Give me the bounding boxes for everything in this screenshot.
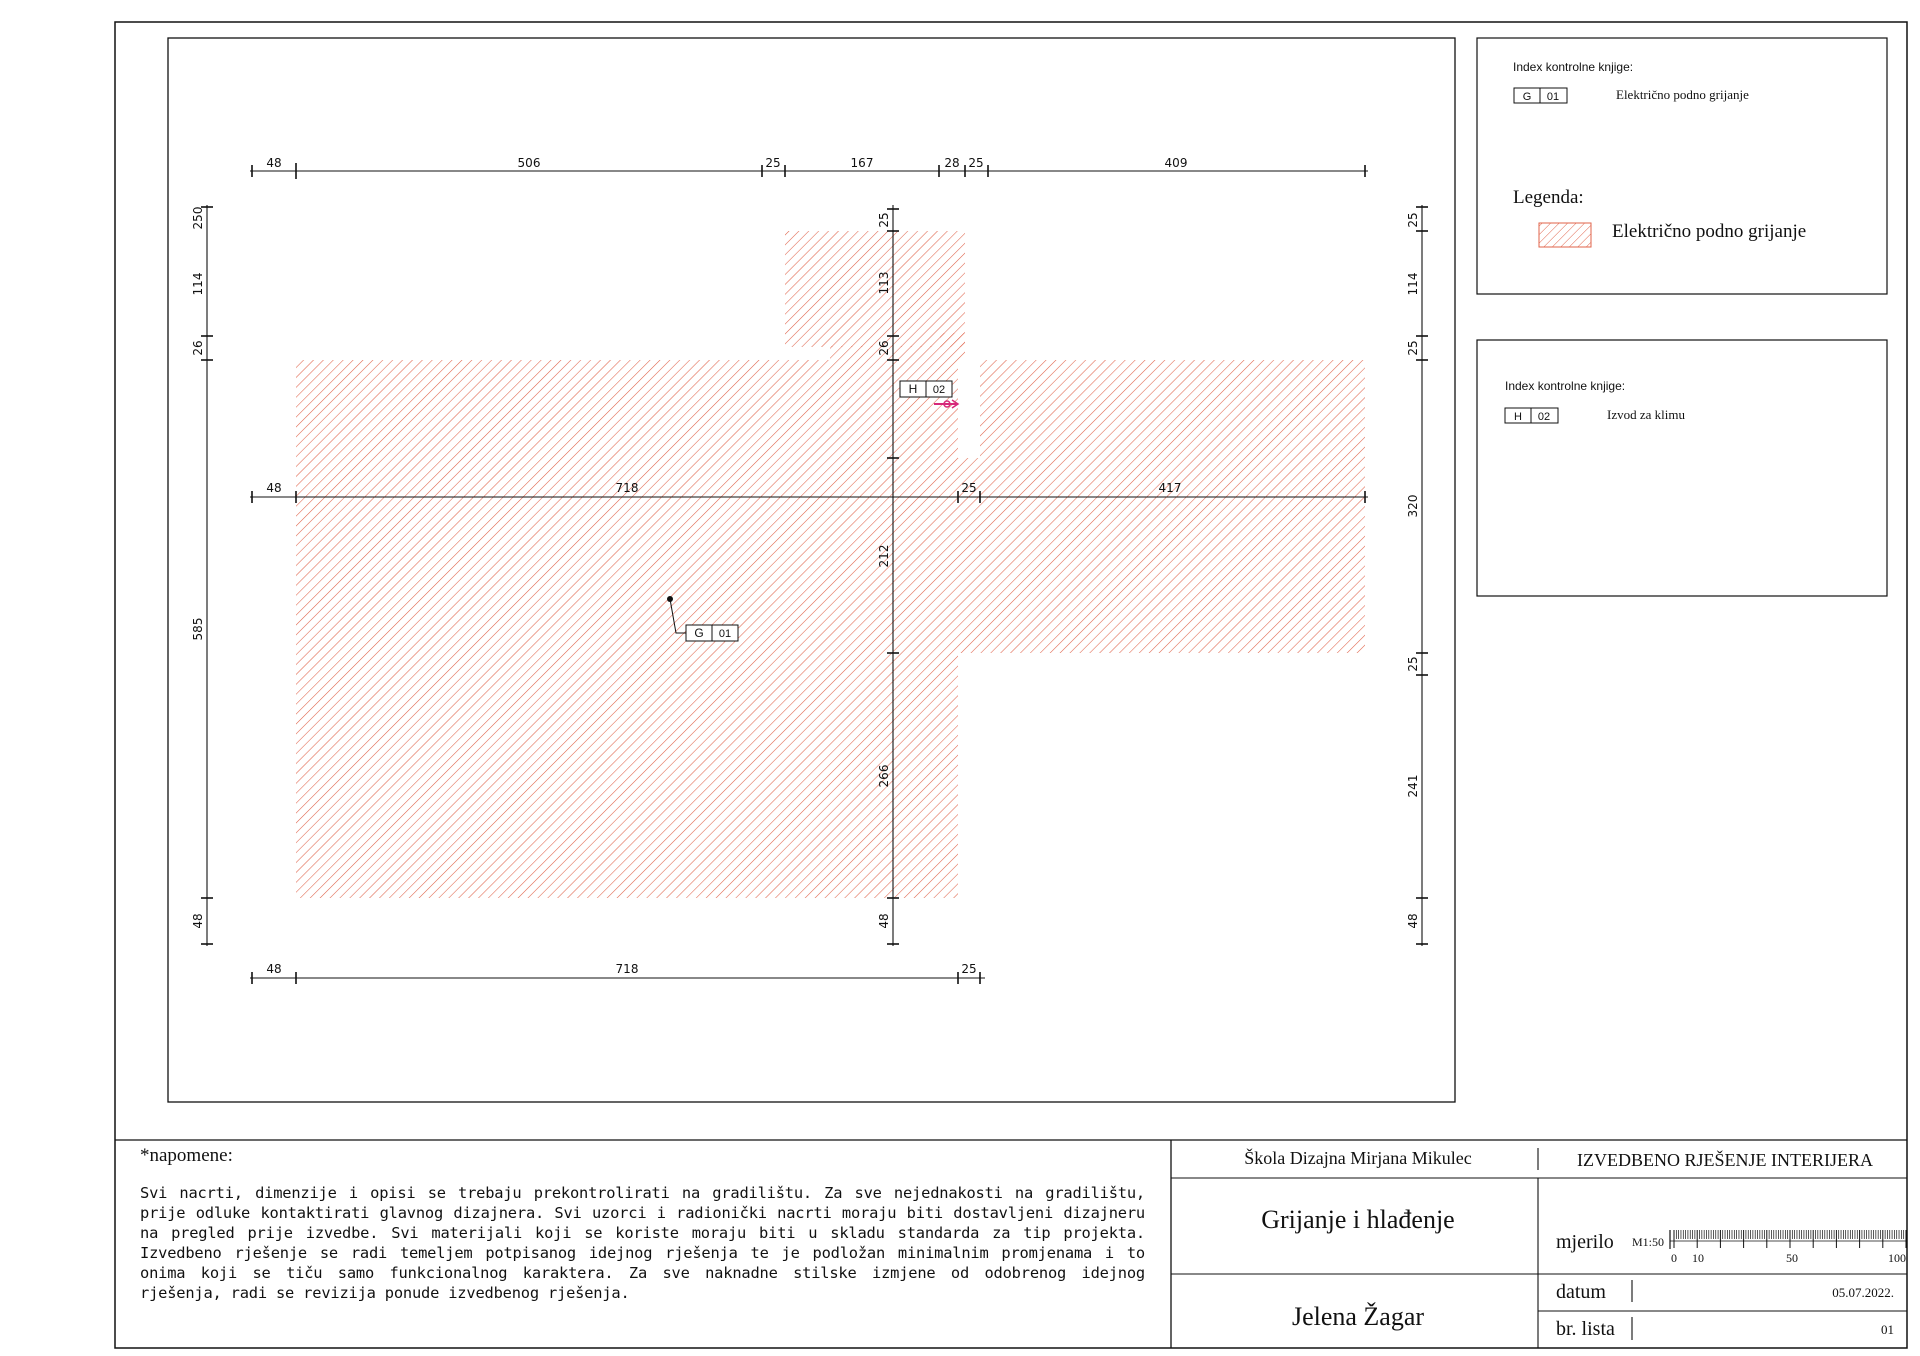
scale-tick-label: 0 xyxy=(1671,1251,1677,1265)
date-label: datum xyxy=(1556,1281,1606,1303)
dim-label: 113 xyxy=(877,271,891,295)
dim-label: 25 xyxy=(765,156,781,170)
index-heading: Index kontrolne knjige: xyxy=(1505,379,1626,393)
index-tag-h02 xyxy=(1505,408,1558,423)
dim-label: 48 xyxy=(266,962,282,976)
index-description: Izvod za klimu xyxy=(1607,407,1685,422)
dim-label: 212 xyxy=(877,544,891,568)
date-value: 05.07.2022. xyxy=(1832,1285,1894,1300)
dim-label: 167 xyxy=(850,156,874,170)
dim-label: 320 xyxy=(1406,494,1420,518)
index-panel-g xyxy=(1477,38,1887,294)
dimension-labels-right xyxy=(1406,212,1420,928)
floor-heating-area xyxy=(296,231,1365,898)
scale-tick-label: 50 xyxy=(1786,1251,1798,1265)
project-type: IZVEDBENO RJEŠENJE INTERIJERA xyxy=(1577,1150,1873,1170)
tag-letter: G xyxy=(1522,91,1532,103)
author-name: Jelena Žagar xyxy=(1291,1302,1425,1331)
dim-label: 417 xyxy=(1158,481,1182,495)
dim-label: 28 xyxy=(944,156,960,170)
dim-label: 25 xyxy=(1406,656,1420,672)
dim-label: 48 xyxy=(1406,913,1420,929)
tag-number: 02 xyxy=(932,384,946,396)
dim-label: 48 xyxy=(266,481,282,495)
dim-label: 48 xyxy=(266,156,282,170)
dim-label: 48 xyxy=(877,913,891,929)
tag-letter: H xyxy=(908,382,918,396)
dim-label: 266 xyxy=(877,764,891,788)
dim-label: 114 xyxy=(191,272,205,296)
dimension-labels-bottom xyxy=(266,962,976,976)
legend-title: Legenda: xyxy=(1513,187,1584,208)
tag-number: 01 xyxy=(718,628,732,640)
sheet-title: Grijanje i hlađenje xyxy=(1261,1205,1455,1234)
tag-letter: G xyxy=(694,626,704,640)
dim-label: 25 xyxy=(1406,212,1420,228)
dim-label: 25 xyxy=(961,962,977,976)
legend-item-label: Električno podno grijanje xyxy=(1612,221,1807,242)
legend-hatch-swatch xyxy=(1539,223,1591,247)
tag-number: 02 xyxy=(1537,411,1551,423)
scale-bar xyxy=(1670,1230,1906,1249)
school-name: Škola Dizajna Mirjana Mikulec xyxy=(1244,1148,1472,1168)
scale-value: M1:50 xyxy=(1632,1235,1665,1249)
dim-label: 506 xyxy=(517,156,541,170)
dim-label: 26 xyxy=(877,340,891,356)
dimension-labels-left xyxy=(191,207,205,929)
notes-body: Svi nacrti, dimenzije i opisi se trebaju prekontrolirati na gradilištu. Za sve nejednakosti na gradilištu, prije odluke kontaktirati glavnog dizajnera. Svi uzorci i radionički nacrti moraju biti dostavljeni dizajneru na pregled prije izvedbe. Svi materijali koji se koriste moraju biti u skladu standarda za tip projekta. Izvedbeno rješenje se radi temeljem potpisanog idejnog rješenja te je podložan minimalnim promjenama i to onima koji se tiču samo funkcionalnog karaktera. Za sve naknadne stilske izmjene od odobrenog idejnog rješenja, radi se revizija ponude izvedbenog rješenja. xyxy=(140,1184,1145,1302)
notes-heading: *napomene: xyxy=(140,1145,233,1166)
dim-label: 25 xyxy=(1406,340,1420,356)
dim-label: 25 xyxy=(968,156,984,170)
dim-label: 25 xyxy=(961,481,977,495)
index-heading: Index kontrolne knjige: xyxy=(1513,60,1634,74)
dim-label: 250 xyxy=(191,206,205,230)
dim-label: 241 xyxy=(1406,774,1420,798)
dim-label: 48 xyxy=(191,913,205,929)
dim-label: 585 xyxy=(191,617,205,641)
dimension-labels-top xyxy=(266,156,1187,170)
sheet-number-label: br. lista xyxy=(1556,1318,1615,1340)
scale-tick-label: 100 xyxy=(1888,1251,1906,1265)
dim-label: 409 xyxy=(1164,156,1188,170)
scale-tick-label: 10 xyxy=(1692,1251,1704,1265)
dim-label: 114 xyxy=(1406,272,1420,296)
tag-letter: H xyxy=(1514,411,1522,423)
index-description: Električno podno grijanje xyxy=(1616,87,1749,102)
sheet-number-value: 01 xyxy=(1881,1322,1894,1337)
tag-number: 01 xyxy=(1546,91,1560,103)
dim-label: 25 xyxy=(877,212,891,228)
dim-label: 26 xyxy=(191,340,205,356)
dim-label: 718 xyxy=(615,481,639,495)
index-tag-g01 xyxy=(1514,88,1567,103)
scale-label: mjerilo xyxy=(1556,1231,1614,1253)
dim-label: 718 xyxy=(615,962,639,976)
